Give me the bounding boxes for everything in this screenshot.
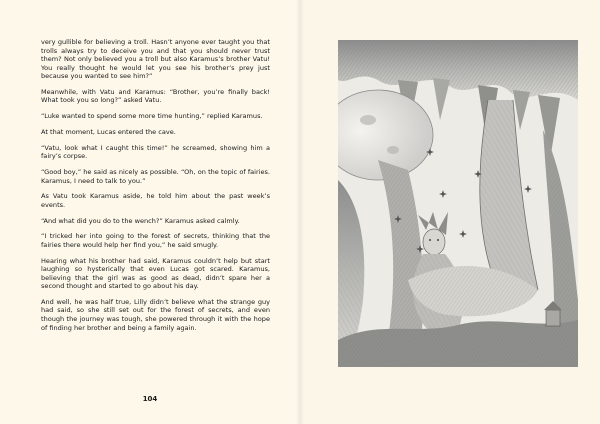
paragraph-6: “Good boy,” he said as nicely as possible. “Oh, on the topic of fairies. Karamus, I need to talk to you.” [41, 167, 270, 185]
paragraph-5: “Vatu, look what I caught this time!” he screamed, showing him a fairy’s corpse. [41, 143, 270, 161]
page-number: 104 [142, 395, 158, 403]
cave-fairy-drawing [338, 40, 578, 367]
paragraph-1: very gullible for believing a troll. Hasn’t anyone ever taught you that trolls always try to deceive you and that you should never trust them? Not only believed you a troll but also Karamus’s brother Vatu! You really thought he would let you see his brother’s prey just because you wanted to see him?” [41, 38, 270, 81]
paragraph-8: “And what did you do to the wench?” Karamus asked calmly. [41, 216, 240, 225]
pencil-illustration [338, 40, 578, 367]
paragraph-9: “I tricked her into going to the forest of secrets, thinking that the fairies there would help her find you,” he said smugly. [41, 232, 270, 249]
paragraph-11: And well, he was half true, Lilly didn’t believe what the strange guy had said, so she still set out for the forest of secrets, and even though the journey was tough, she powered through it with the hope of finding her brother and being a family again. [41, 297, 270, 332]
book-gutter [296, 0, 304, 424]
story-text [41, 38, 270, 339]
paragraph-2: Meanwhile, with Vatu and Karamus: “Brother, you’re finally back! What took you so long?” asked Vatu. [41, 87, 270, 105]
paragraph-3: “Luke wanted to spend some more time hunting,” replied Karamus. [41, 112, 263, 121]
paragraph-4: At that moment, Lucas entered the cave. [41, 127, 176, 136]
paragraph-7: As Vatu took Karamus aside, he told him about the past week’s events. [41, 192, 270, 209]
paragraph-10: Hearing what his brother had said, Karamus couldn’t help but start laughing so hysterically that even Lucas got scared. Karamus, believing that the girl was as good as dead, didn’t spare her a second thought and started to go about his day. [41, 256, 270, 291]
